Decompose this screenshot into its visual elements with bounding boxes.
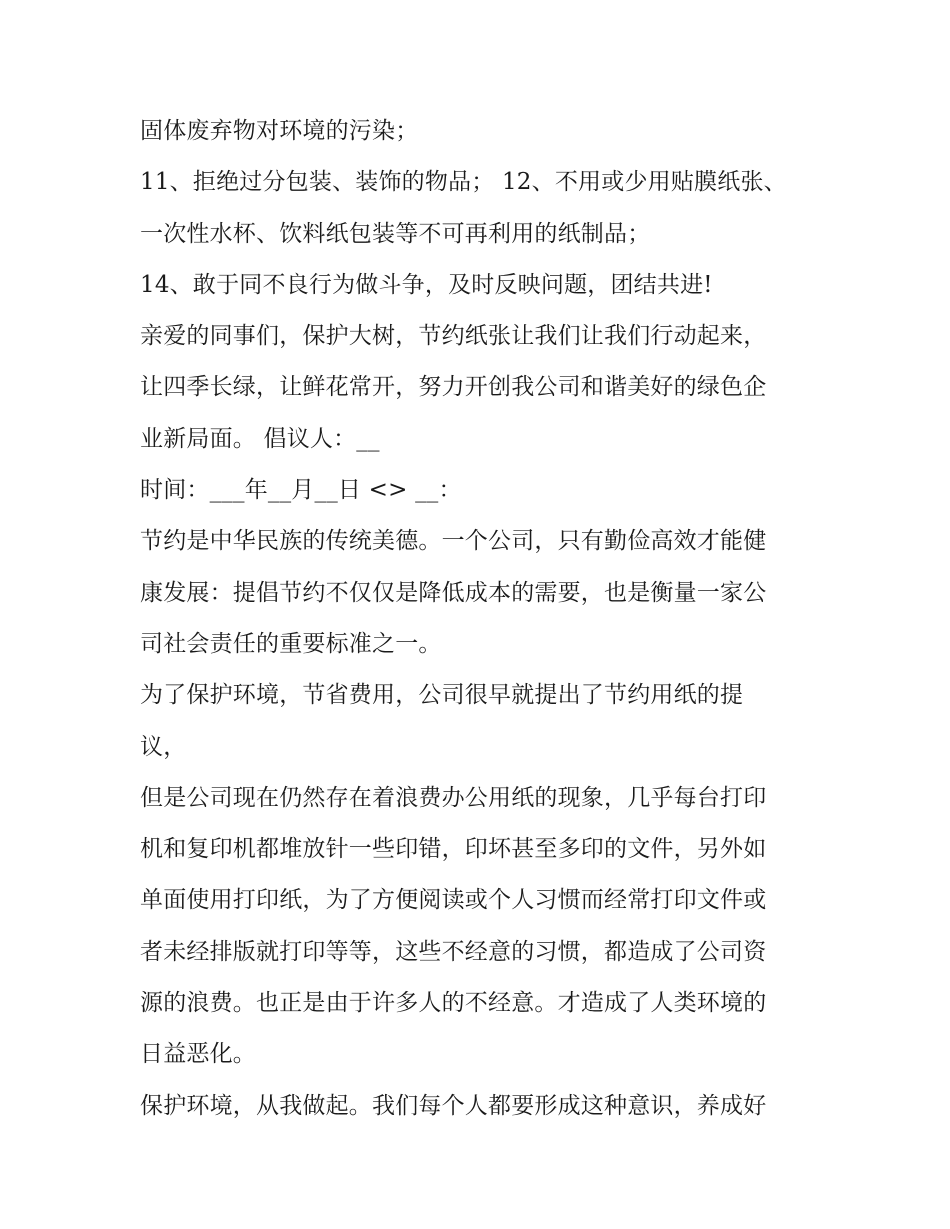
- text-line: 源的浪费。也正是由于许多人的不经意。才造成了人类环境的: [140, 990, 767, 1017]
- text-line: 机和复印机都堆放针一些印错，印坏甚至多印的文件，另外如: [140, 836, 767, 863]
- text-line: 11、拒绝过分包装、装饰的物品； 12、不用或少用贴膜纸张、: [140, 169, 787, 196]
- text-line: 一次性水杯、饮料纸包装等不可再利用的纸制品；: [140, 220, 651, 247]
- text-line: 日益恶化。: [140, 1041, 256, 1068]
- text-line: 节约是中华民族的传统美德。一个公司，只有勤俭高效才能健: [140, 528, 767, 555]
- text-line: 单面使用打印纸，为了方便阅读或个人习惯而经常打印文件或: [140, 887, 767, 914]
- text-line: 让四季长绿，让鲜花常开，努力开创我公司和谐美好的绿色企: [140, 374, 767, 401]
- text-line: 业新局面。 倡议人：__: [140, 425, 380, 452]
- text-line: 者未经排版就打印等等，这些不经意的习惯，都造成了公司资: [140, 938, 767, 965]
- document-body: [140, 106, 830, 1132]
- text-line: 议，: [140, 733, 187, 760]
- text-line: 固体废弃物对环境的污染；: [140, 118, 419, 144]
- text-line: 时间：___年__月__日 <> __：: [140, 477, 462, 504]
- text-line: 康发展：提倡节约不仅仅是降低成本的需要，也是衡量一家公: [140, 579, 767, 606]
- text-line: 为了保护环境，节省费用，公司很早就提出了节约用纸的提: [140, 682, 744, 709]
- text-line: 保护环境，从我做起。我们每个人都要形成这种意识，养成好: [140, 1092, 767, 1119]
- text-line: 亲爱的同事们，保护大树，节约纸张让我们让我们行动起来，: [140, 323, 767, 350]
- text-line: 14、敢于同不良行为做斗争，及时反映问题，团结共进!: [140, 271, 713, 298]
- text-line: 但是公司现在仍然存在着浪费办公用纸的现象，几乎每台打印: [140, 784, 767, 811]
- text-line: 司社会责任的重要标准之一。: [140, 630, 442, 657]
